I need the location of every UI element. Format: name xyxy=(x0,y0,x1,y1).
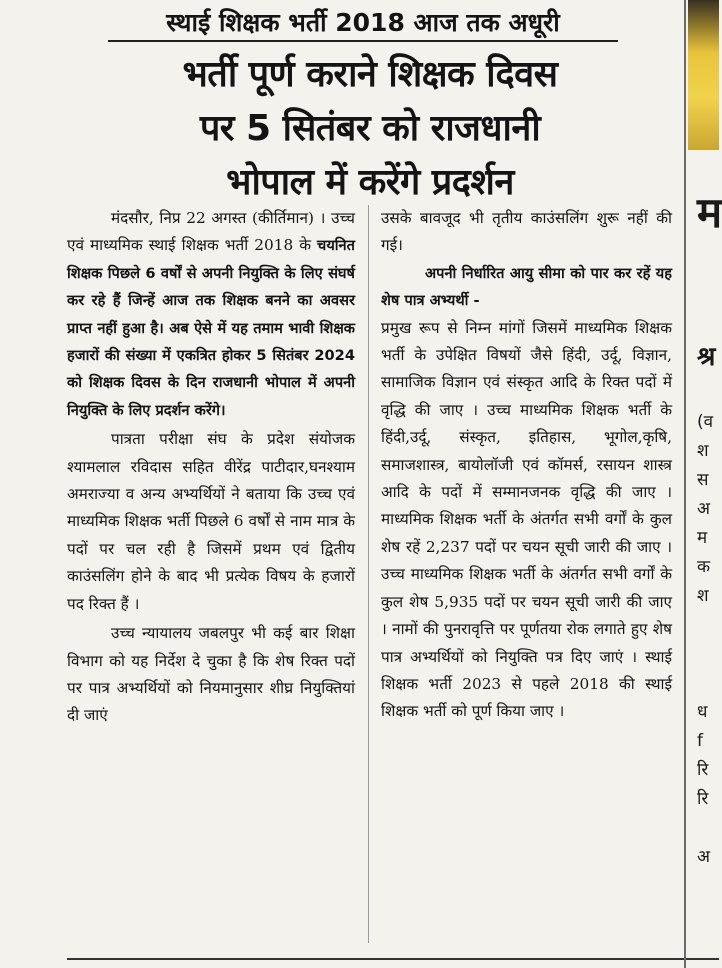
adjacent-text-line: क xyxy=(697,557,711,577)
article-headline xyxy=(60,48,680,210)
headline-line-3: भोपाल में करेंगे प्रदर्शन xyxy=(226,162,514,203)
body-paragraph-2: पात्रता परीक्षा संघ के प्रदेश संयोजक श्यामलाल रविदास सहित वीरेंद्र पाटीदार,घनश्याम अमराज्या व अन्य अभ्यर्थियों ने बताया कि उच्च एवं माध्यमिक शिक्षक भर्ती पिछले 6 वर्षों से नाम मात्र के पदों पर चल रही है जिसमें प्रथम एवं द्वितीय काउंसलिंग होने के बाद भी प्रत्येक विषय के हजारों पद रिक्त हैं । xyxy=(67,430,355,613)
adjacent-text-line: ध xyxy=(697,702,708,722)
adjacent-text-line xyxy=(697,669,719,698)
adjacent-text-line: श xyxy=(697,586,709,606)
adjacent-text xyxy=(697,408,719,872)
adjacent-text-line: (व xyxy=(697,412,714,432)
headline-line-2: पर 5 सितंबर को राजधानी xyxy=(199,108,541,149)
article-column-right xyxy=(381,205,672,726)
adjacent-text-line: f xyxy=(697,731,703,751)
adjacent-text-line: म xyxy=(697,528,708,548)
article-column-left xyxy=(67,205,355,730)
article-kicker: स्थाई शिक्षक भर्ती 2018 आज तक अधूरी xyxy=(108,6,618,42)
intro-paragraph xyxy=(67,205,355,424)
adjacent-text-line xyxy=(697,640,719,669)
sub-heading: अपनी निर्धारित आयु सीमा को पार कर रहें यह शेष पात्र अभ्यर्थी - xyxy=(381,264,672,310)
adjacent-text-line: रि xyxy=(697,760,709,780)
column-divider xyxy=(368,205,369,943)
headline-line-1: भर्ती पूर्ण कराने शिक्षक दिवस xyxy=(182,54,558,95)
adjacent-text-line: श xyxy=(697,441,709,461)
adjacent-subheading: श्र xyxy=(697,342,716,372)
body-paragraph-4: उसके बावजूद भी तृतीय काउंसलिंग शुरू नहीं की गई। xyxy=(381,209,672,255)
adjacent-text-line: अ xyxy=(697,847,710,867)
intro-bold-text: चयनित शिक्षक पिछले 6 वर्षों से अपनी नियुक्ति के लिए संघर्ष कर रहे हैं जिन्हें आज तक शिक्षक बनने का अवसर प्राप्त नहीं हुआ है। अब ऐसे में यह तमाम भावी शिक्षक हजारों की संख्या में एकत्रित होकर 5 सितंबर 2024 को शिक्षक दिवस के दिन राजधानी भोपाल में अपनी नियुक्ति के लिए प्रदर्शन करेंगे। xyxy=(67,237,355,419)
adjacent-heading: म xyxy=(697,188,722,237)
adjacent-text-line: अ xyxy=(697,499,710,519)
adjacent-photo xyxy=(688,0,719,150)
intro-text: मंदसौर, निप्र 22 अगस्त (कीर्तिमान) । उच्च एवं माध्यमिक स्थाई शिक्षक भर्ती 2018 के xyxy=(67,209,355,255)
adjacent-text-line xyxy=(697,611,719,640)
strip-divider xyxy=(684,0,686,968)
body-paragraph-3: उच्च न्यायालय जबलपुर भी कई बार शिक्षा विभाग को यह निर्देश दे चुका है कि शेष रिक्त पदों पर पात्र अभ्यर्थियों को नियमानुसार शीघ्र नियुक्तियां दी जाएं xyxy=(67,624,355,725)
bottom-rule xyxy=(67,958,719,960)
adjacent-text-line: स xyxy=(697,470,709,490)
adjacent-text-line xyxy=(697,814,719,843)
demands-paragraph: प्रमुख रूप से निम्न मांगों जिसमें माध्यमिक शिक्षक भर्ती के उपेक्षित विषयों जैसे हिंदी, उर्दू, विज्ञान, सामाजिक विज्ञान एवं संस्कृत आदि के रिक्त पदों में वृद्धि की जाए । उच्च माध्यमिक शिक्षक भर्ती के हिंदी,उर्दू, संस्कृत, इतिहास, भूगोल,कृषि, समाजशास्त्र, बायोलॉजी एवं कॉमर्स, रसायन शास्त्र आदि के पदों में सम्मानजनक वृद्धि की जाए । माध्यमिक शिक्षक भर्ती के अंतर्गत सभी वर्गों के कुल शेष रहें 2,237 पदों पर चयन सूची जारी की जाए । उच्च माध्यमिक शिक्षक भर्ती के अंतर्गत सभी वर्गों के कुल शेष 5,935 पदों पर चयन सूची जारी की जाए । नामों की पुनरावृत्ति पर पूर्णतया रोक लगाते हुए शेष पात्र अभ्यर्थियों को नियुक्ति पत्र दिए जाएं । स्थाई शिक्षक भर्ती 2023 से पहले 2018 की स्थाई शिक्षक भर्ती को पूर्ण किया जाए । xyxy=(381,318,672,721)
adjacent-text-line: रि xyxy=(697,789,709,809)
